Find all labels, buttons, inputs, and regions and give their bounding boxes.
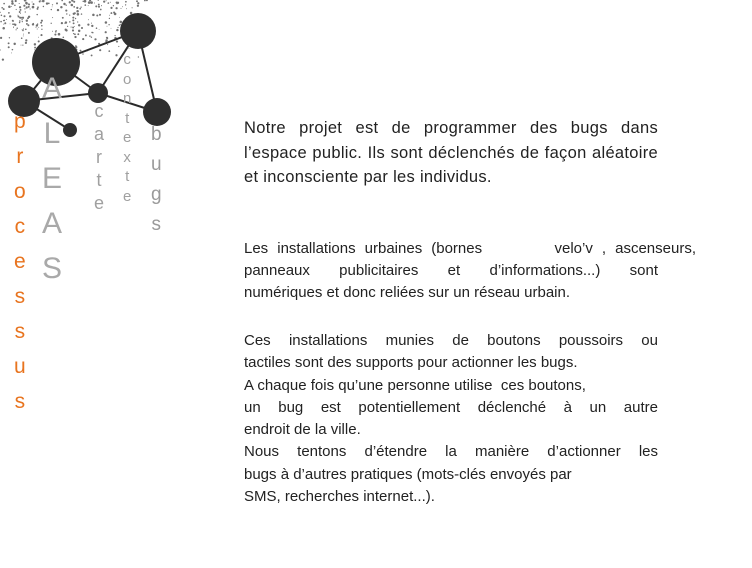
word-letter: s (14, 285, 26, 308)
paragraph-intro: Notre projet est de programmer des bugs dans l’espace public. Ils sont déclenchés de façon aléatoire et inconsciente par les individus. (244, 119, 658, 186)
word-letter: c (94, 101, 104, 121)
word-letter: c (14, 215, 26, 238)
word-carte (94, 100, 104, 215)
word-letter: t (96, 170, 102, 190)
word-letter: u (14, 355, 26, 378)
paragraph-line: endroit de la ville. (244, 421, 361, 439)
word-letter: s (14, 390, 26, 413)
word-letter: e (123, 187, 132, 205)
word-letter: g (151, 184, 162, 205)
paragraph-line: bugs à d’autres pratiques (mots-clés envoyés par (244, 465, 572, 483)
paragraph-line: Ces installations munies de boutons poussoirs ou (244, 332, 658, 349)
word-processus (14, 104, 26, 419)
word-letter: p (14, 110, 26, 133)
word-contexte (123, 50, 131, 206)
paragraph-line: tactiles sont des supports pour actionner les bugs. (244, 354, 578, 372)
word-letter: b (151, 124, 162, 145)
word-letter: S (42, 252, 63, 285)
word-letter: u (151, 154, 162, 175)
word-letter: n (123, 90, 132, 107)
word-letter: L (43, 117, 61, 150)
paragraph-line: Nous tentons d’étendre la manière d’actionner les (244, 443, 658, 461)
paragraph-line: Les installations urbaines (bornes velo’v , ascenseurs, (244, 240, 696, 257)
word-letter: x (123, 148, 131, 166)
word-letter: E (42, 162, 63, 195)
node-top-right (120, 13, 156, 49)
word-letter: t (125, 109, 130, 127)
word-letter: e (123, 129, 132, 146)
node-small (63, 123, 77, 137)
paragraph-installations (244, 238, 696, 304)
word-letter: o (123, 70, 132, 88)
paragraph-line: A chaque fois qu’une personne utilise ces boutons, (244, 376, 586, 394)
word-letter: A (42, 207, 63, 240)
word-letter: s (14, 320, 26, 343)
paragraph-line: panneaux publicitaires et d’informations...) sont (244, 262, 658, 279)
word-bugs (151, 120, 162, 240)
word-letter: e (94, 193, 105, 213)
paragraph-line: SMS, recherches internet...). (244, 488, 435, 506)
word-letter: e (14, 250, 26, 273)
word-letter: c (123, 51, 131, 68)
word-letter: A (42, 72, 63, 105)
network-nodes (8, 13, 171, 137)
word-letter: r (16, 145, 24, 168)
paragraph-usage (244, 330, 658, 508)
word-letter: r (96, 147, 102, 167)
paragraph-line: numériques et donc reliées sur un réseau urbain. (244, 284, 571, 301)
word-letter: t (125, 168, 130, 185)
word-letter: o (14, 180, 26, 203)
word-letter: a (94, 124, 105, 144)
paragraph-line: un bug est potentiellement déclenché à un autre (244, 398, 658, 416)
word-letter: s (151, 214, 162, 235)
word-aleas (42, 66, 62, 291)
